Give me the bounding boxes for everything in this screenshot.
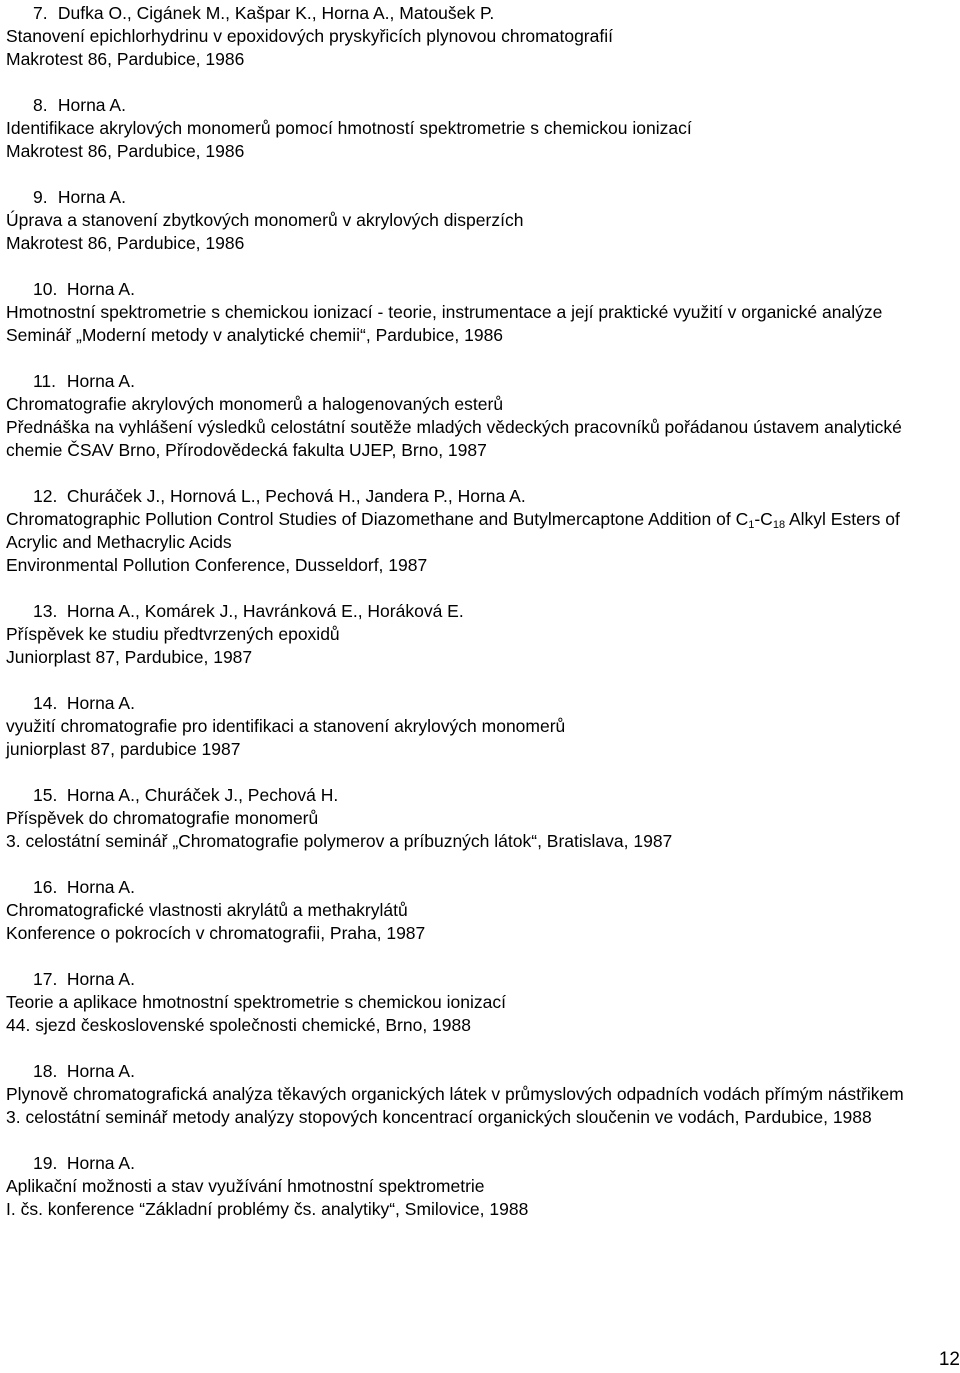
entry-title: Příspěvek do chromatografie monomerů [6,808,319,828]
entry-number: 8. [33,95,48,115]
entry-number: 18. [33,1061,58,1081]
entry-title: Teorie a aplikace hmotnostní spektrometrie s chemickou ionizací [6,992,506,1012]
entry-header [6,692,951,715]
entry-venue: Environmental Pollution Conference, Dusseldorf, 1987 [6,555,428,575]
entry-number: 19. [33,1153,58,1173]
entry-authors: Churáček J., Hornová L., Pechová H., Jandera P., Horna A. [66,486,526,506]
entry-number: 17. [33,969,58,989]
entry-venue: 3. celostátní seminář metody analýzy stopových koncentrací organických sloučenin ve vodách, Pardubice, 1988 [6,1107,872,1127]
entry-header [6,600,951,623]
subscript: 18 [772,519,786,531]
entry-header [6,784,951,807]
entry-number: 9. [33,187,48,207]
entry-header [6,94,951,117]
entry-authors: Horna A. [66,371,135,391]
bibliography-entry-19 [6,1152,951,1221]
entry-title: Stanovení epichlorhydrinu v epoxidových pryskyřicích plynovou chromatografií [6,26,613,46]
entry-number: 11. [33,371,57,391]
entry-title: využití chromatografie pro identifikaci a stanovení akrylových monomerů [6,716,566,736]
bibliography-entry-12 [6,485,951,577]
entry-title: Úprava a stanovení zbytkových monomerů v akrylových disperzích [6,210,524,230]
entry-title: Identifikace akrylových monomerů pomocí hmotností spektrometrie s chemickou ionizací [6,118,692,138]
bibliography-entry-10 [6,278,951,347]
entry-authors: Horna A., Komárek J., Havránková E., Horáková E. [66,601,464,621]
entry-number: 16. [33,877,58,897]
entry-venue: Seminář „Moderní metody v analytické chemii“, Pardubice, 1986 [6,325,504,345]
bibliography-entry-9 [6,186,951,255]
entry-authors: Horna A. [66,877,135,897]
entry-number: 13. [33,601,58,621]
entry-header [6,876,951,899]
entry-header [6,370,951,393]
entry-header [6,485,951,508]
entry-title [6,508,951,554]
entry-title: Aplikační možnosti a stav využívání hmotnostní spektrometrie [6,1176,485,1196]
entry-venue: Konference o pokrocích v chromatografii, Praha, 1987 [6,923,426,943]
entry-authors: Horna A. [57,95,126,115]
entry-header [6,2,951,25]
entry-authors: Horna A. [66,693,135,713]
entry-header [6,186,951,209]
subscript: 1 [748,519,755,531]
bibliography-entry-8 [6,94,951,163]
entry-number: 12. [33,486,58,506]
entry-authors: Horna A. [66,1153,135,1173]
entry-venue: Makrotest 86, Pardubice, 1986 [6,49,245,69]
entry-title: Chromatografické vlastnosti akrylátů a methakrylátů [6,900,408,920]
entry-venue: Makrotest 86, Pardubice, 1986 [6,233,245,253]
entry-venue: Juniorplast 87, Pardubice, 1987 [6,647,253,667]
bibliography-entry-11 [6,370,951,462]
entry-authors: Horna A., Churáček J., Pechová H. [66,785,339,805]
entry-number: 14. [33,693,58,713]
entry-authors: Horna A. [66,969,135,989]
entry-number: 7. [33,3,48,23]
entry-title-part: Chromatographic Pollution Control Studies of Diazomethane and Butylmercaptone Addition of C [6,509,749,529]
entry-venue: 3. celostátní seminář „Chromatografie polymerov a príbuzných látok“, Bratislava, 1987 [6,831,673,851]
entry-number: 15. [33,785,58,805]
bibliography-entry-17 [6,968,951,1037]
entry-venue: Makrotest 86, Pardubice, 1986 [6,141,245,161]
page-number: 12 [938,1349,960,1370]
entry-title: Plynově chromatografická analýza těkavých organických látek v průmyslových odpadních vodách přímým nástřikem [6,1084,904,1104]
entry-venue: juniorplast 87, pardubice 1987 [6,739,241,759]
bibliography-entry-16 [6,876,951,945]
entry-authors: Horna A. [66,279,135,299]
bibliography-entry-14 [6,692,951,761]
entry-header [6,278,951,301]
bibliography-entry-7 [6,2,951,71]
entry-authors: Horna A. [57,187,126,207]
entry-title: Hmotnostní spektrometrie s chemickou ionizací - teorie, instrumentace a její praktické využití v organické analýze [6,302,883,322]
bibliography-list [6,2,951,1244]
entry-title-part: Alkyl Esters of Acrylic and Methacrylic Acids [6,509,900,552]
entry-venue: Přednáška na vyhlášení výsledků celostátní soutěže mladých vědeckých pracovníků pořádanou ústavem analytické chemie ČSAV Brno, Přírodovědecká fakulta UJEP, Brno, 1987 [6,417,902,460]
entry-authors: Horna A. [66,1061,135,1081]
entry-authors: Dufka O., Cigánek M., Kašpar K., Horna A., Matoušek P. [57,3,495,23]
entry-title: Příspěvek ke studiu předtvrzených epoxidů [6,624,340,644]
entry-venue: 44. sjezd československé společnosti chemické, Brno, 1988 [6,1015,471,1035]
entry-header [6,1060,951,1083]
entry-title-part: -C [754,509,773,529]
entry-header [6,1152,951,1175]
entry-number: 10. [33,279,58,299]
bibliography-entry-15 [6,784,951,853]
entry-venue: I. čs. konference “Základní problémy čs. analytiky“, Smilovice, 1988 [6,1199,529,1219]
entry-title: Chromatografie akrylových monomerů a halogenovaných esterů [6,394,504,414]
bibliography-entry-13 [6,600,951,669]
bibliography-entry-18 [6,1060,951,1129]
entry-header [6,968,951,991]
